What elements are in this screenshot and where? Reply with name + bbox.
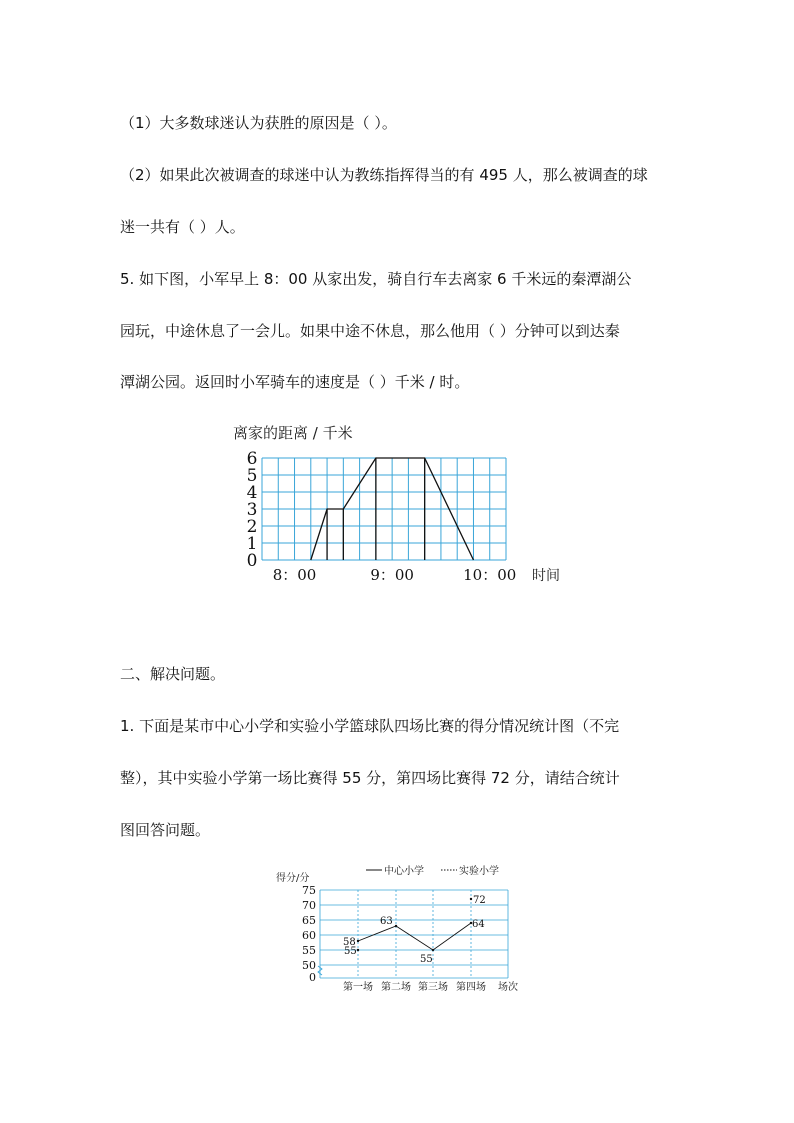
chart1-ylabel: 离家的距离 / 千米 bbox=[233, 424, 353, 442]
y-tick-label: 4 bbox=[246, 483, 258, 503]
y-tick-label: 2 bbox=[246, 517, 258, 537]
problem-1-line-3: 图回答问题。 bbox=[120, 821, 211, 839]
question-2-line-2: 迷一共有（ ）人。 bbox=[120, 218, 245, 236]
question-2-line-1: （2）如果此次被调查的球迷中认为教练指挥得当的有 495 人，那么被调查的球 bbox=[120, 166, 648, 184]
question-5-line-3: 潭湖公园。返回时小军骑车的速度是（ ）千米 / 时。 bbox=[120, 373, 470, 391]
question-1-line: （1）大多数球迷认为获胜的原因是（ ）。 bbox=[120, 114, 397, 132]
y-tick-label: 60 bbox=[302, 929, 316, 942]
legend-label: 中心小学 bbox=[384, 866, 424, 877]
data-label: 72 bbox=[473, 895, 486, 906]
y-tick-label: 0 bbox=[309, 971, 316, 984]
data-label: 55 bbox=[420, 954, 433, 965]
problem-1-line-1: 1. 下面是某市中心小学和实验小学篮球队四场比赛的得分情况统计图（不完 bbox=[120, 717, 620, 735]
data-point bbox=[470, 922, 472, 924]
data-label: 64 bbox=[472, 919, 485, 930]
chart2-xlabel: 场次 bbox=[498, 982, 518, 993]
y-tick-label: 50 bbox=[302, 959, 316, 972]
x-tick-label: 第一场 bbox=[343, 982, 373, 993]
x-tick-label: 9：00 bbox=[370, 566, 414, 584]
legend-label: 实验小学 bbox=[459, 866, 499, 877]
question-5-line-1: 5. 如下图，小军早上 8：00 从家出发，骑自行车去离家 6 千米远的秦潭湖公 bbox=[120, 270, 632, 288]
x-tick-label: 第四场 bbox=[456, 982, 486, 993]
series-line-center-school bbox=[358, 923, 471, 950]
y-tick-label: 5 bbox=[246, 466, 258, 486]
data-label: 55 bbox=[344, 946, 357, 957]
y-tick-label: 70 bbox=[302, 899, 316, 912]
data-label: 63 bbox=[380, 916, 393, 927]
question-5-line-2: 园玩，中途休息了一会儿。如果中途不休息，那么他用（ ）分钟可以到达秦 bbox=[120, 322, 620, 340]
y-tick-label: 3 bbox=[246, 500, 258, 520]
y-tick-label: 65 bbox=[302, 914, 316, 927]
y-tick-label: 75 bbox=[302, 884, 316, 897]
chart2-ylabel: 得分/分 bbox=[276, 873, 310, 884]
data-point bbox=[357, 940, 359, 942]
data-point bbox=[357, 949, 359, 951]
y-tick-label: 1 bbox=[246, 534, 258, 554]
y-tick-label: 6 bbox=[246, 449, 258, 469]
problem-1-line-2: 整），其中实验小学第一场比赛得 55 分，第四场比赛得 72 分，请结合统计 bbox=[120, 769, 620, 787]
chart1-xlabel: 时间 bbox=[532, 568, 560, 584]
x-tick-label: 10：00 bbox=[463, 566, 517, 584]
data-point bbox=[470, 898, 472, 900]
y-tick-label: 55 bbox=[302, 944, 316, 957]
data-label: 58 bbox=[343, 937, 356, 948]
data-point bbox=[432, 949, 434, 951]
x-tick-label: 8：00 bbox=[272, 566, 317, 584]
x-tick-label: 第二场 bbox=[381, 982, 411, 993]
x-tick-label: 第三场 bbox=[418, 982, 448, 993]
section-2-heading: 二、解决问题。 bbox=[120, 665, 226, 683]
data-point bbox=[395, 925, 397, 927]
axis-break-icon bbox=[318, 966, 322, 975]
y-tick-label: 0 bbox=[246, 551, 258, 571]
